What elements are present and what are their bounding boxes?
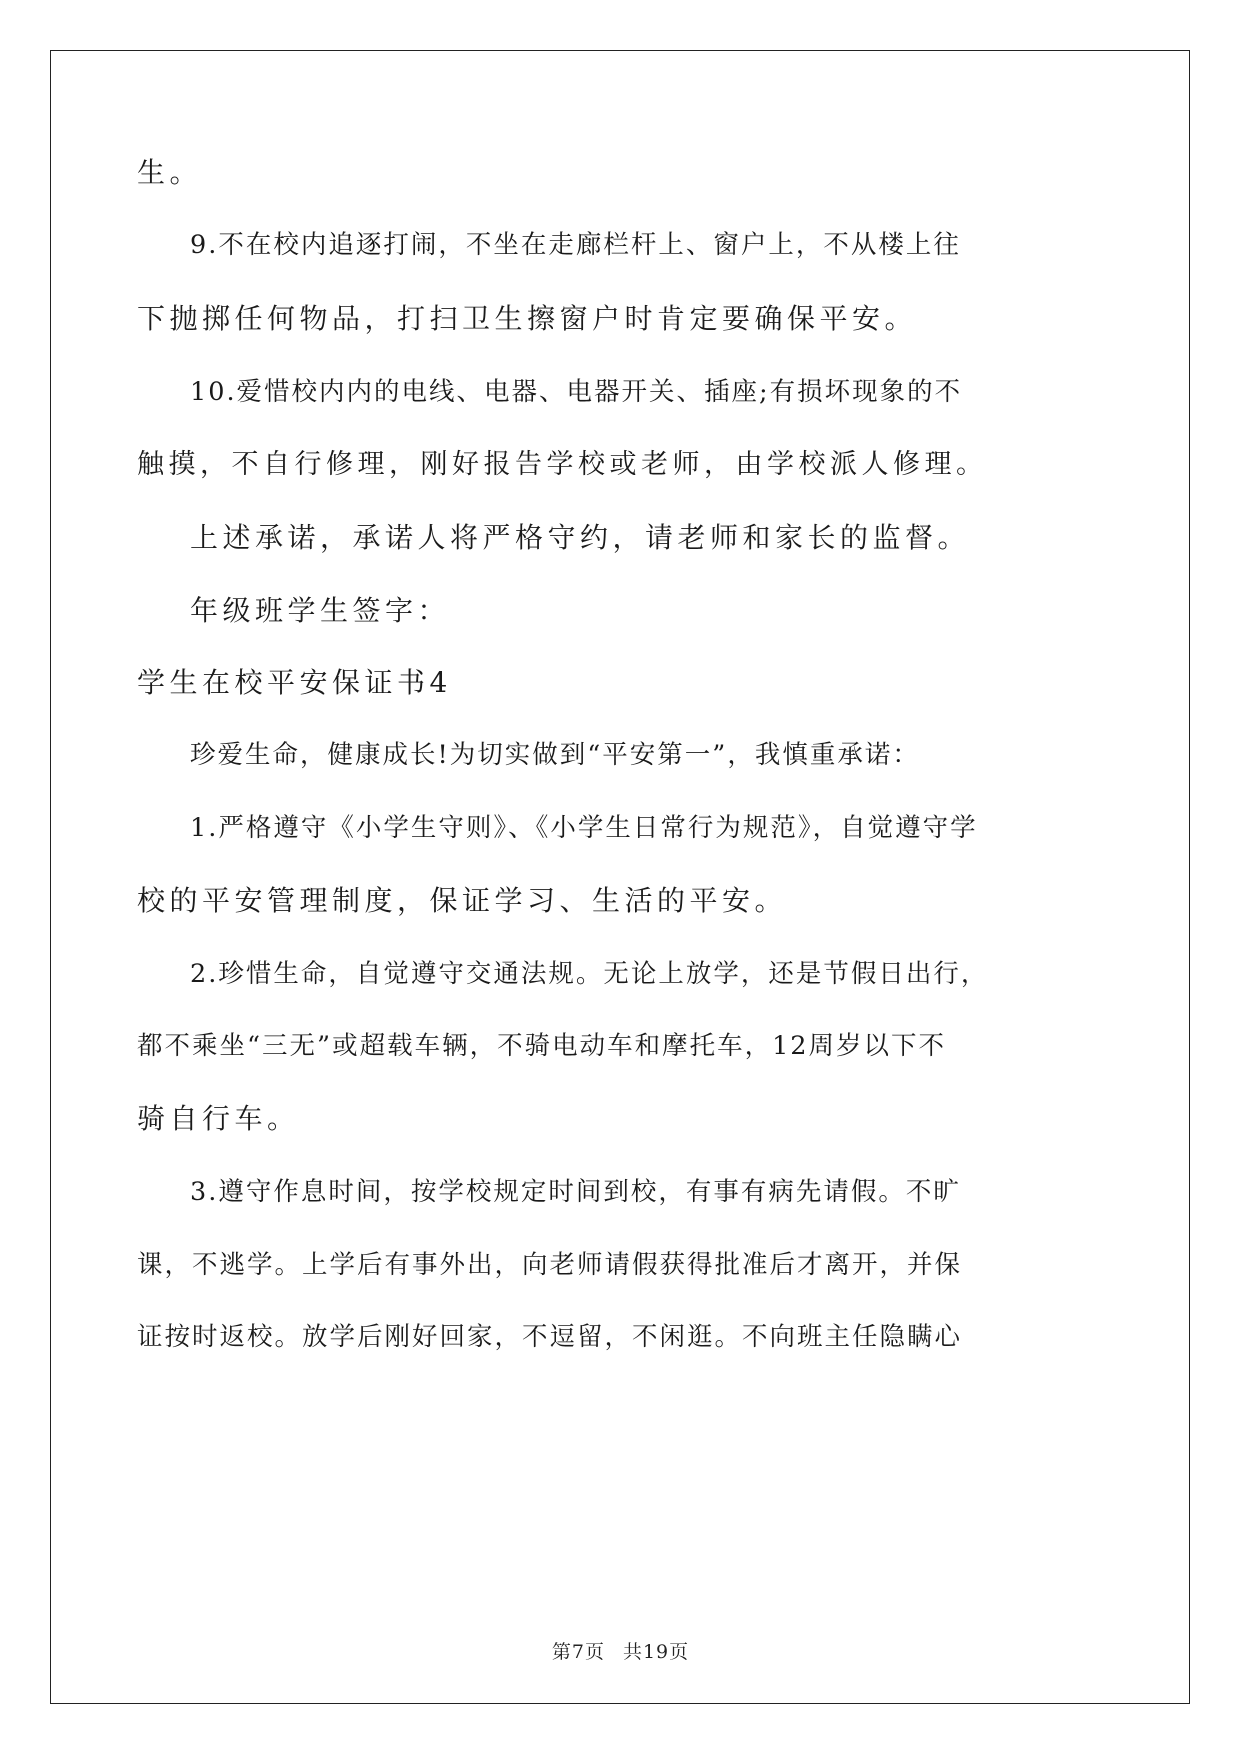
text-line: 下抛掷任何物品，打扫卫生擦窗户时肯定要确保平安。 (137, 302, 918, 335)
text-line: 生。 (137, 156, 203, 189)
text-line: 课，不逃学。上学后有事外出，向老师请假获得批准后才离开，并保 (137, 1250, 963, 1280)
page-footer (0, 1640, 1241, 1664)
text-line: 年级班学生签字： (190, 594, 451, 627)
section-title: 学生在校平安保证书4 (137, 666, 452, 699)
text-line: 珍爱生命，健康成长!为切实做到“平安第一”，我慎重承诺： (190, 740, 920, 770)
text-line: 骑自行车。 (137, 1102, 300, 1135)
text-line: 触摸，不自行修理，刚好报告学校或老师，由学校派人修理。 (137, 449, 988, 480)
text-line: 证按时返校。放学后刚好回家，不逗留，不闲逛。不向班主任隐瞒心 (137, 1322, 963, 1352)
page-number: 第7页 (551, 1641, 605, 1663)
text-line: 校的平安管理制度，保证学习、生活的平安。 (137, 884, 788, 917)
text-line: 1.严格遵守《小学生守则》、《小学生日常行为规范》，自觉遵守学 (190, 813, 978, 843)
page-border (50, 50, 1190, 1704)
text-line: 2.珍惜生命，自觉遵守交通法规。无论上放学，还是节假日出行， (190, 959, 989, 989)
text-line: 9.不在校内追逐打闹，不坐在走廊栏杆上、窗户上，不从楼上往 (190, 230, 961, 260)
text-line: 3.遵守作息时间，按学校规定时间到校，有事有病先请假。不旷 (190, 1177, 961, 1207)
text-line: 10.爱惜校内内的电线、电器、电器开关、插座;有损坏现象的不 (190, 377, 963, 407)
page-total: 共19页 (622, 1641, 690, 1663)
text-line: 都不乘坐“三无”或超载车辆，不骑电动车和摩托车，12周岁以下不 (137, 1031, 947, 1061)
text-line: 上述承诺，承诺人将严格守约，请老师和家长的监督。 (190, 521, 971, 554)
